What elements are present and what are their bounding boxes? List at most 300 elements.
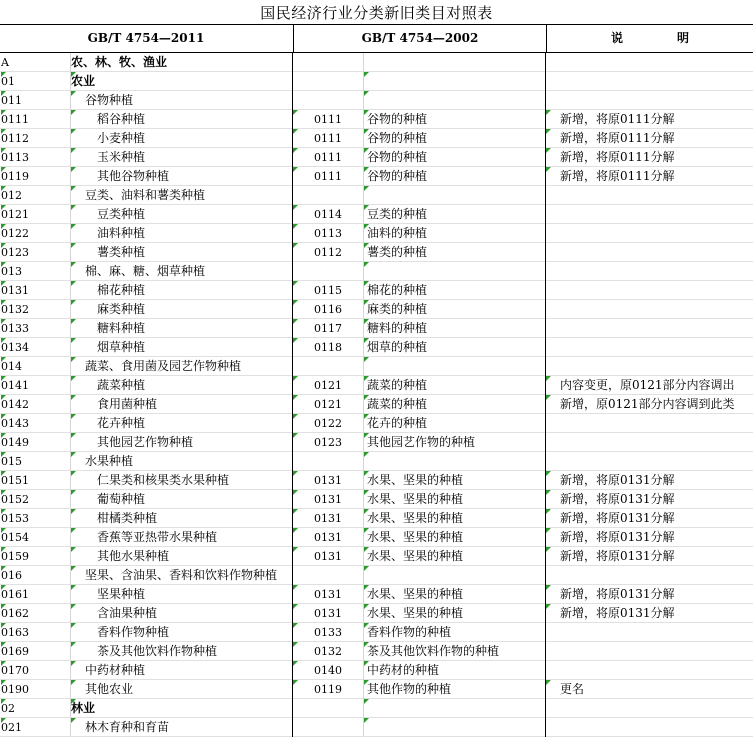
cell-marker-icon [364,167,369,172]
old-name-cell[interactable] [363,452,545,471]
new-code-cell[interactable]: 0159 [1,550,29,563]
old-name-cell[interactable]: 水果、坚果的种植 [363,585,545,604]
cell-marker-icon [71,338,76,343]
table-row[interactable] [0,547,753,566]
new-name-cell[interactable]: 玉米种植 [70,148,291,167]
old-name-cell[interactable]: 水果、坚果的种植 [363,471,545,490]
old-code-cell[interactable]: 0114 [292,205,363,224]
cell-marker-icon [71,471,76,476]
new-code-cell[interactable]: 01 [1,75,15,88]
new-name-cell[interactable]: 蔬菜种植 [70,376,291,395]
table-row[interactable] [0,72,753,91]
note-cell[interactable] [545,433,753,452]
old-name-cell[interactable]: 薯类的种植 [363,243,545,262]
page-title: 国民经济行业分类新旧类目对照表 [260,4,493,22]
old-code-cell[interactable]: 0119 [292,680,363,699]
note-cell[interactable] [545,718,753,737]
cell-marker-icon [71,357,76,362]
new-code-cell[interactable]: 016 [1,569,22,582]
cell-marker-icon [364,547,369,552]
cell-marker-icon [1,129,6,134]
cell-marker-icon [293,300,298,305]
new-code-cell[interactable]: 02 [1,702,15,715]
table-row[interactable] [0,414,753,433]
note-cell[interactable] [545,642,753,661]
new-name-cell[interactable]: 其他谷物种植 [70,167,291,186]
note-cell[interactable] [545,186,753,205]
old-name-cell[interactable]: 谷物的种植 [363,129,545,148]
note-cell[interactable] [545,300,753,319]
old-code-cell[interactable]: 0133 [292,623,363,642]
new-code-cell[interactable]: 0132 [1,303,29,316]
new-name-cell[interactable]: 蔬菜、食用菌及园艺作物种植 [70,357,291,376]
table-row[interactable] [0,471,753,490]
old-name-cell[interactable]: 油料的种植 [363,224,545,243]
old-name-cell[interactable]: 谷物的种植 [363,148,545,167]
cell-marker-icon [293,471,298,476]
cell-marker-icon [364,110,369,115]
old-name-cell[interactable]: 谷物的种植 [363,167,545,186]
old-name-cell[interactable]: 其他作物的种植 [363,680,545,699]
new-code-cell[interactable]: 0111 [1,113,29,126]
old-name-cell[interactable]: 茶及其他饮料作物的种植 [363,642,545,661]
old-name-cell[interactable]: 糖料的种植 [363,319,545,338]
cell-marker-icon [293,509,298,514]
table-row[interactable] [0,566,753,585]
cell-marker-icon [1,110,6,115]
note-cell[interactable] [545,72,753,91]
cell-marker-icon [293,395,298,400]
new-name-cell[interactable]: 葡萄种植 [70,490,291,509]
old-name-cell[interactable] [363,53,545,72]
note-cell[interactable]: 新增，将原0111分解 [545,129,753,148]
note-cell[interactable]: 新增，将原0111分解 [545,110,753,129]
old-name-cell[interactable]: 水果、坚果的种植 [363,528,545,547]
note-cell[interactable] [545,452,753,471]
cell-marker-icon [293,148,298,153]
cell-marker-icon [71,547,76,552]
note-cell[interactable]: 新增，将原0111分解 [545,167,753,186]
new-code-cell[interactable]: 0141 [1,379,29,392]
note-cell[interactable]: 新增，将原0131分解 [545,547,753,566]
old-code-cell[interactable]: 0131 [292,547,363,566]
old-code-cell[interactable]: 0111 [292,110,363,129]
new-name-cell[interactable]: 豆类、油料和薯类种植 [70,186,291,205]
new-name-cell[interactable]: 坚果、含油果、香料和饮料作物种植 [70,566,291,585]
table-row[interactable] [0,148,753,167]
old-name-cell[interactable]: 麻类的种植 [363,300,545,319]
cell-marker-icon [1,528,6,533]
old-code-cell[interactable]: 0116 [292,300,363,319]
cell-marker-icon [364,623,369,628]
new-name-cell[interactable]: 农业 [70,72,292,91]
cell-marker-icon [364,338,369,343]
note-cell[interactable] [545,414,753,433]
cell-marker-icon [1,205,6,210]
cell-marker-icon [364,72,369,77]
old-code-cell[interactable]: 0123 [292,433,363,452]
table-row[interactable] [0,718,753,737]
new-name-cell[interactable]: 豆类种植 [70,205,291,224]
note-cell[interactable] [545,281,753,300]
new-code-cell[interactable]: 0113 [1,151,29,164]
note-cell[interactable] [545,53,753,72]
old-code-cell[interactable]: 0115 [292,281,363,300]
cell-marker-icon [546,167,551,172]
note-cell[interactable]: 新增，将原0131分解 [545,585,753,604]
cell-marker-icon [546,110,551,115]
cell-marker-icon [364,262,369,267]
old-code-cell[interactable]: 0121 [292,395,363,414]
old-name-cell[interactable]: 水果、坚果的种植 [363,509,545,528]
new-code-cell[interactable]: 0151 [1,474,29,487]
cell-marker-icon [71,699,76,704]
old-name-cell[interactable] [363,91,545,110]
old-code-cell[interactable]: 0140 [292,661,363,680]
old-code-cell[interactable] [292,186,363,205]
old-name-cell[interactable]: 水果、坚果的种植 [363,547,545,566]
note-cell[interactable]: 新增，将原0131分解 [545,509,753,528]
table-row[interactable] [0,53,753,72]
new-code-cell[interactable]: 014 [1,360,22,373]
note-cell[interactable]: 新增，将原0131分解 [545,528,753,547]
new-name-cell[interactable]: 棉、麻、糖、烟草种植 [70,262,291,281]
old-code-cell[interactable] [292,91,363,110]
new-code-cell[interactable]: 0149 [1,436,29,449]
cell-marker-icon [1,395,6,400]
table-row[interactable] [0,205,753,224]
cell-marker-icon [1,585,6,590]
table-row[interactable] [0,452,753,471]
old-name-cell[interactable] [363,72,545,91]
old-name-cell[interactable] [363,718,545,737]
new-code-cell[interactable]: 0161 [1,588,29,601]
new-code-cell[interactable]: 0134 [1,341,29,354]
cell-marker-icon [1,414,6,419]
cell-marker-icon [1,452,6,457]
cell-marker-icon [71,661,76,666]
old-code-cell[interactable] [292,452,363,471]
cell-marker-icon [546,509,551,514]
new-name-cell[interactable]: 薯类种植 [70,243,291,262]
old-code-cell[interactable] [292,72,363,91]
table-row[interactable] [0,623,753,642]
cell-marker-icon [364,243,369,248]
old-name-cell[interactable] [363,186,545,205]
new-name-cell[interactable]: 糖料种植 [70,319,291,338]
new-name-cell[interactable]: 林业 [70,699,292,718]
note-cell[interactable] [545,262,753,281]
old-name-cell[interactable]: 棉花的种植 [363,281,545,300]
new-name-cell[interactable]: 林木育种和育苗 [70,718,291,737]
new-code-cell[interactable]: 0169 [1,645,29,658]
cell-marker-icon [546,490,551,495]
table-row[interactable] [0,224,753,243]
new-name-cell[interactable]: 烟草种植 [70,338,291,357]
cell-marker-icon [71,186,76,191]
old-code-cell[interactable]: 0131 [292,585,363,604]
cell-marker-icon [293,414,298,419]
old-code-cell[interactable] [292,699,363,718]
new-code-cell[interactable]: 011 [1,94,22,107]
table-row[interactable] [0,300,753,319]
cell-marker-icon [71,262,76,267]
old-name-cell[interactable]: 谷物的种植 [363,110,545,129]
cell-marker-icon [71,585,76,590]
new-name-cell[interactable]: 其他水果种植 [70,547,291,566]
note-cell[interactable] [545,699,753,718]
cell-marker-icon [364,91,369,96]
new-name-cell[interactable]: 谷物种植 [70,91,291,110]
cell-marker-icon [1,91,6,96]
old-code-cell[interactable] [292,262,363,281]
cell-marker-icon [71,281,76,286]
new-code-cell[interactable]: 0190 [1,683,29,696]
old-name-cell[interactable]: 烟草的种植 [363,338,545,357]
old-code-cell[interactable] [292,718,363,737]
cell-marker-icon [1,338,6,343]
old-code-cell[interactable]: 0111 [292,167,363,186]
old-code-cell[interactable]: 0117 [292,319,363,338]
cell-marker-icon [293,129,298,134]
table-row[interactable] [0,490,753,509]
old-code-cell[interactable]: 0131 [292,528,363,547]
table-row[interactable] [0,376,753,395]
note-cell[interactable] [545,566,753,585]
new-code-cell[interactable]: 0119 [1,170,29,183]
old-name-cell[interactable]: 蔬菜的种植 [363,395,545,414]
new-code-cell[interactable]: 0123 [1,246,29,259]
cell-marker-icon [71,680,76,685]
new-code-cell[interactable]: 012 [1,189,22,202]
cell-marker-icon [71,452,76,457]
old-code-cell[interactable]: 0131 [292,509,363,528]
cell-marker-icon [1,319,6,324]
comparison-table [0,53,753,737]
old-name-cell[interactable]: 中药材的种植 [363,661,545,680]
note-cell[interactable] [545,243,753,262]
new-code-cell[interactable]: 0112 [1,132,29,145]
old-code-cell[interactable]: 0111 [292,129,363,148]
cell-marker-icon [1,718,6,723]
new-code-cell[interactable]: 0162 [1,607,29,620]
new-name-cell[interactable]: 麻类种植 [70,300,291,319]
table-row[interactable] [0,319,753,338]
old-code-cell[interactable] [292,357,363,376]
cell-marker-icon [364,205,369,210]
table-row[interactable] [0,262,753,281]
cell-marker-icon [71,300,76,305]
table-row[interactable] [0,661,753,680]
table-row[interactable] [0,167,753,186]
old-name-cell[interactable]: 水果、坚果的种植 [363,490,545,509]
old-code-cell[interactable]: 0131 [292,490,363,509]
new-name-cell[interactable]: 香料作物种植 [70,623,291,642]
cell-marker-icon [71,376,76,381]
note-cell[interactable]: 新增，将原0131分解 [545,604,753,623]
table-row[interactable] [0,129,753,148]
table-row[interactable] [0,186,753,205]
table-row[interactable] [0,110,753,129]
note-cell[interactable] [545,357,753,376]
cell-marker-icon [364,528,369,533]
old-name-cell[interactable]: 蔬菜的种植 [363,376,545,395]
cell-marker-icon [293,205,298,210]
new-code-cell[interactable]: 0142 [1,398,29,411]
old-name-cell[interactable] [363,566,545,585]
table-row[interactable] [0,243,753,262]
old-name-cell[interactable]: 水果、坚果的种植 [363,604,545,623]
table-header [0,24,753,53]
new-name-cell[interactable]: 其他农业 [70,680,291,699]
cell-marker-icon [364,357,369,362]
note-cell[interactable] [545,224,753,243]
new-name-cell[interactable]: 仁果类和核果类水果种植 [70,471,291,490]
old-code-cell[interactable]: 0111 [292,148,363,167]
header-old-standard: GB/T 4754—2002 [293,25,546,52]
cell-marker-icon [71,509,76,514]
new-name-cell[interactable]: 坚果种植 [70,585,291,604]
new-name-cell[interactable]: 棉花种植 [70,281,291,300]
new-name-cell[interactable]: 香蕉等亚热带水果种植 [70,528,291,547]
table-row[interactable] [0,281,753,300]
cell-marker-icon [1,509,6,514]
table-row[interactable] [0,338,753,357]
old-code-cell[interactable]: 0121 [292,376,363,395]
old-name-cell[interactable]: 花卉的种植 [363,414,545,433]
cell-marker-icon [293,281,298,286]
old-code-cell[interactable]: 0112 [292,243,363,262]
cell-marker-icon [71,718,76,723]
cell-marker-icon [546,471,551,476]
cell-marker-icon [71,395,76,400]
new-name-cell[interactable]: 水果种植 [70,452,291,471]
new-name-cell[interactable]: 农、林、牧、渔业 [70,53,292,72]
cell-marker-icon [293,661,298,666]
note-cell[interactable] [545,205,753,224]
note-cell[interactable]: 新增，将原0111分解 [545,148,753,167]
new-code-cell[interactable]: 0170 [1,664,29,677]
new-name-cell[interactable]: 茶及其他饮料作物种植 [70,642,291,661]
table-row[interactable] [0,528,753,547]
note-cell[interactable]: 新增，原0121部分内容调到此类 [545,395,753,414]
old-code-cell[interactable]: 0113 [292,224,363,243]
cell-marker-icon [364,186,369,191]
cell-marker-icon [1,433,6,438]
cell-marker-icon [1,376,6,381]
cell-marker-icon [1,699,6,704]
cell-marker-icon [293,376,298,381]
new-name-cell[interactable]: 小麦种植 [70,129,291,148]
table-row[interactable] [0,395,753,414]
new-code-cell[interactable]: 0153 [1,512,29,525]
table-row[interactable] [0,357,753,376]
table-row[interactable] [0,585,753,604]
new-code-cell[interactable]: A [1,56,9,69]
table-row[interactable] [0,604,753,623]
new-name-cell[interactable]: 花卉种植 [70,414,291,433]
new-code-cell[interactable]: 0152 [1,493,29,506]
table-row[interactable] [0,680,753,699]
cell-marker-icon [71,110,76,115]
old-code-cell[interactable]: 0118 [292,338,363,357]
old-name-cell[interactable]: 其他园艺作物的种植 [363,433,545,452]
note-cell[interactable]: 新增，将原0131分解 [545,471,753,490]
cell-marker-icon [71,205,76,210]
old-code-cell[interactable]: 0132 [292,642,363,661]
new-name-cell[interactable]: 含油果种植 [70,604,291,623]
new-name-cell[interactable]: 稻谷种植 [70,110,291,129]
cell-marker-icon [293,433,298,438]
new-code-cell[interactable]: 0143 [1,417,29,430]
old-name-cell[interactable]: 豆类的种植 [363,205,545,224]
note-cell[interactable] [545,623,753,642]
cell-marker-icon [293,604,298,609]
new-code-cell[interactable]: 0131 [1,284,29,297]
old-code-cell[interactable]: 0131 [292,604,363,623]
cell-marker-icon [546,528,551,533]
old-code-cell[interactable]: 0122 [292,414,363,433]
new-code-cell[interactable]: 013 [1,265,22,278]
new-code-cell[interactable]: 0133 [1,322,29,335]
old-code-cell[interactable] [292,566,363,585]
new-name-cell[interactable]: 其他园艺作物种植 [70,433,291,452]
new-code-cell[interactable]: 021 [1,721,22,734]
cell-marker-icon [71,224,76,229]
table-row[interactable] [0,509,753,528]
old-code-cell[interactable] [292,53,363,72]
cell-marker-icon [1,642,6,647]
new-code-cell[interactable]: 015 [1,455,22,468]
new-name-cell[interactable]: 食用菌种植 [70,395,291,414]
cell-marker-icon [546,547,551,552]
table-row[interactable] [0,433,753,452]
new-code-cell[interactable]: 0154 [1,531,29,544]
note-cell[interactable]: 更名 [545,680,753,699]
cell-marker-icon [1,680,6,685]
table-row[interactable] [0,91,753,110]
new-code-cell[interactable]: 0121 [1,208,29,221]
cell-marker-icon [293,338,298,343]
new-name-cell[interactable]: 柑橘类种植 [70,509,291,528]
old-name-cell[interactable] [363,357,545,376]
new-code-cell[interactable]: 0122 [1,227,29,240]
old-name-cell[interactable] [363,262,545,281]
new-name-cell[interactable]: 油料种植 [70,224,291,243]
note-cell[interactable] [545,661,753,680]
old-name-cell[interactable] [363,699,545,718]
old-code-cell[interactable]: 0131 [292,471,363,490]
table-row[interactable] [0,642,753,661]
note-cell[interactable] [545,91,753,110]
cell-marker-icon [364,661,369,666]
cell-marker-icon [364,414,369,419]
cell-marker-icon [364,471,369,476]
cell-marker-icon [71,604,76,609]
note-cell[interactable]: 新增，将原0131分解 [545,490,753,509]
cell-marker-icon [364,433,369,438]
cell-marker-icon [293,224,298,229]
new-name-cell[interactable]: 中药材种植 [70,661,291,680]
table-row[interactable] [0,699,753,718]
note-cell[interactable] [545,338,753,357]
cell-marker-icon [364,490,369,495]
new-code-cell[interactable]: 0163 [1,626,29,639]
note-cell[interactable]: 内容变更，原0121部分内容调出 [545,376,753,395]
old-name-cell[interactable]: 香料作物的种植 [363,623,545,642]
note-cell[interactable] [545,319,753,338]
cell-marker-icon [364,148,369,153]
